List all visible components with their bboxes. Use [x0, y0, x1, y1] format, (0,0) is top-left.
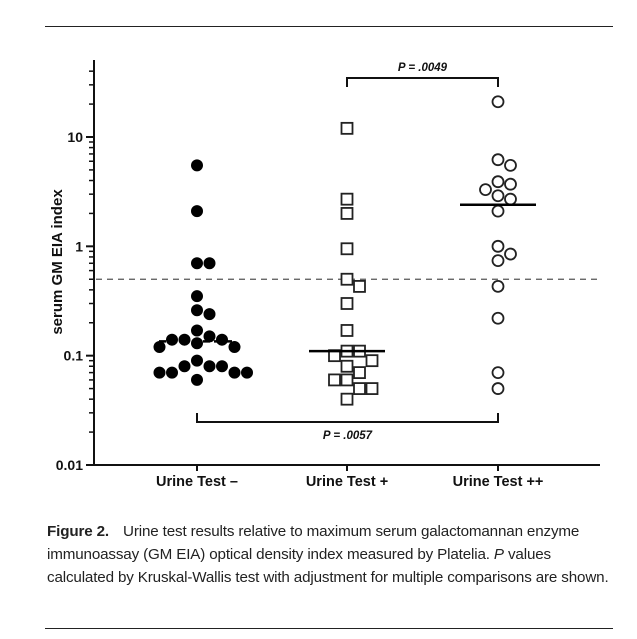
- y-tick-label: 1: [75, 238, 83, 255]
- data-point-open-square: [354, 383, 365, 394]
- significance-bracket: [347, 78, 498, 87]
- data-point-open-circle: [505, 194, 516, 205]
- data-point-filled-circle: [154, 367, 165, 378]
- caption-text-part-1: Urine test results relative to maximum serum galactomannan enzyme immunoassay (GM EIA) optical density index measured by Platelia.: [47, 523, 580, 563]
- points-layer: [154, 96, 516, 404]
- data-point-open-square: [342, 394, 353, 405]
- data-point-open-square: [354, 367, 365, 378]
- data-point-filled-circle: [242, 367, 253, 378]
- y-tick-label: 0.01: [55, 457, 83, 473]
- data-point-filled-circle: [192, 206, 203, 217]
- data-point-open-square: [354, 281, 365, 292]
- data-point-filled-circle: [192, 325, 203, 336]
- data-point-filled-circle: [179, 361, 190, 372]
- data-point-open-circle: [480, 184, 491, 195]
- y-axis-label: serum GM EIA index: [49, 189, 66, 335]
- data-point-open-square: [342, 274, 353, 285]
- data-point-filled-circle: [204, 258, 215, 269]
- x-tick-label: Urine Test +: [305, 474, 389, 490]
- data-point-filled-circle: [192, 291, 203, 302]
- data-point-open-square: [367, 383, 378, 394]
- data-point-filled-circle: [204, 309, 215, 320]
- data-point-filled-circle: [192, 338, 203, 349]
- data-point-open-circle: [493, 206, 504, 217]
- data-point-filled-circle: [192, 258, 203, 269]
- data-point-filled-circle: [192, 305, 203, 316]
- axes: [56, 60, 600, 490]
- data-point-open-circle: [493, 255, 504, 266]
- figure-caption: [47, 520, 619, 589]
- data-point-filled-circle: [192, 160, 203, 171]
- data-point-filled-circle: [167, 367, 178, 378]
- data-point-open-square: [342, 361, 353, 372]
- caption-label: Figure 2.: [47, 523, 109, 540]
- x-tick-label: Urine Test –: [156, 474, 238, 490]
- y-tick-label: 10: [67, 129, 83, 145]
- data-point-open-circle: [493, 190, 504, 201]
- p-value-label: P = .0049: [397, 62, 448, 74]
- data-point-open-circle: [493, 96, 504, 107]
- data-point-filled-circle: [154, 342, 165, 353]
- x-tick-label: Urine Test ++: [452, 474, 544, 490]
- data-point-open-square: [342, 243, 353, 254]
- data-point-open-circle: [505, 179, 516, 190]
- data-point-open-circle: [493, 176, 504, 187]
- y-tick-label: 0.1: [63, 347, 83, 364]
- data-point-filled-circle: [192, 355, 203, 366]
- bottom-rule: [45, 628, 613, 629]
- data-point-open-square: [342, 123, 353, 134]
- data-point-open-circle: [493, 367, 504, 378]
- data-point-filled-circle: [179, 334, 190, 345]
- caption-text-part-2: values calculated by Kruskal-Wallis test with adjustment for multiple comparisons are shown.: [47, 546, 609, 586]
- data-point-open-square: [342, 325, 353, 336]
- data-point-open-square: [342, 194, 353, 205]
- data-point-filled-circle: [192, 374, 203, 385]
- data-point-filled-circle: [217, 334, 228, 345]
- data-point-filled-circle: [217, 361, 228, 372]
- data-point-filled-circle: [167, 334, 178, 345]
- caption-p-symbol: P: [493, 546, 504, 563]
- data-point-filled-circle: [229, 342, 240, 353]
- data-point-open-circle: [493, 241, 504, 252]
- data-point-open-square: [329, 374, 340, 385]
- caption-text: [47, 523, 609, 586]
- data-point-filled-circle: [229, 367, 240, 378]
- data-point-open-square: [342, 298, 353, 309]
- data-point-open-circle: [493, 154, 504, 165]
- data-point-open-circle: [505, 160, 516, 171]
- data-point-open-square: [367, 355, 378, 366]
- data-point-filled-circle: [204, 361, 215, 372]
- data-point-open-square: [342, 374, 353, 385]
- data-point-open-circle: [493, 281, 504, 292]
- p-value-label: P = .0057: [322, 430, 373, 442]
- data-point-open-circle: [493, 313, 504, 324]
- data-point-open-square: [342, 208, 353, 219]
- significance-bracket: [197, 413, 498, 422]
- data-point-open-circle: [505, 249, 516, 260]
- data-point-open-circle: [493, 383, 504, 394]
